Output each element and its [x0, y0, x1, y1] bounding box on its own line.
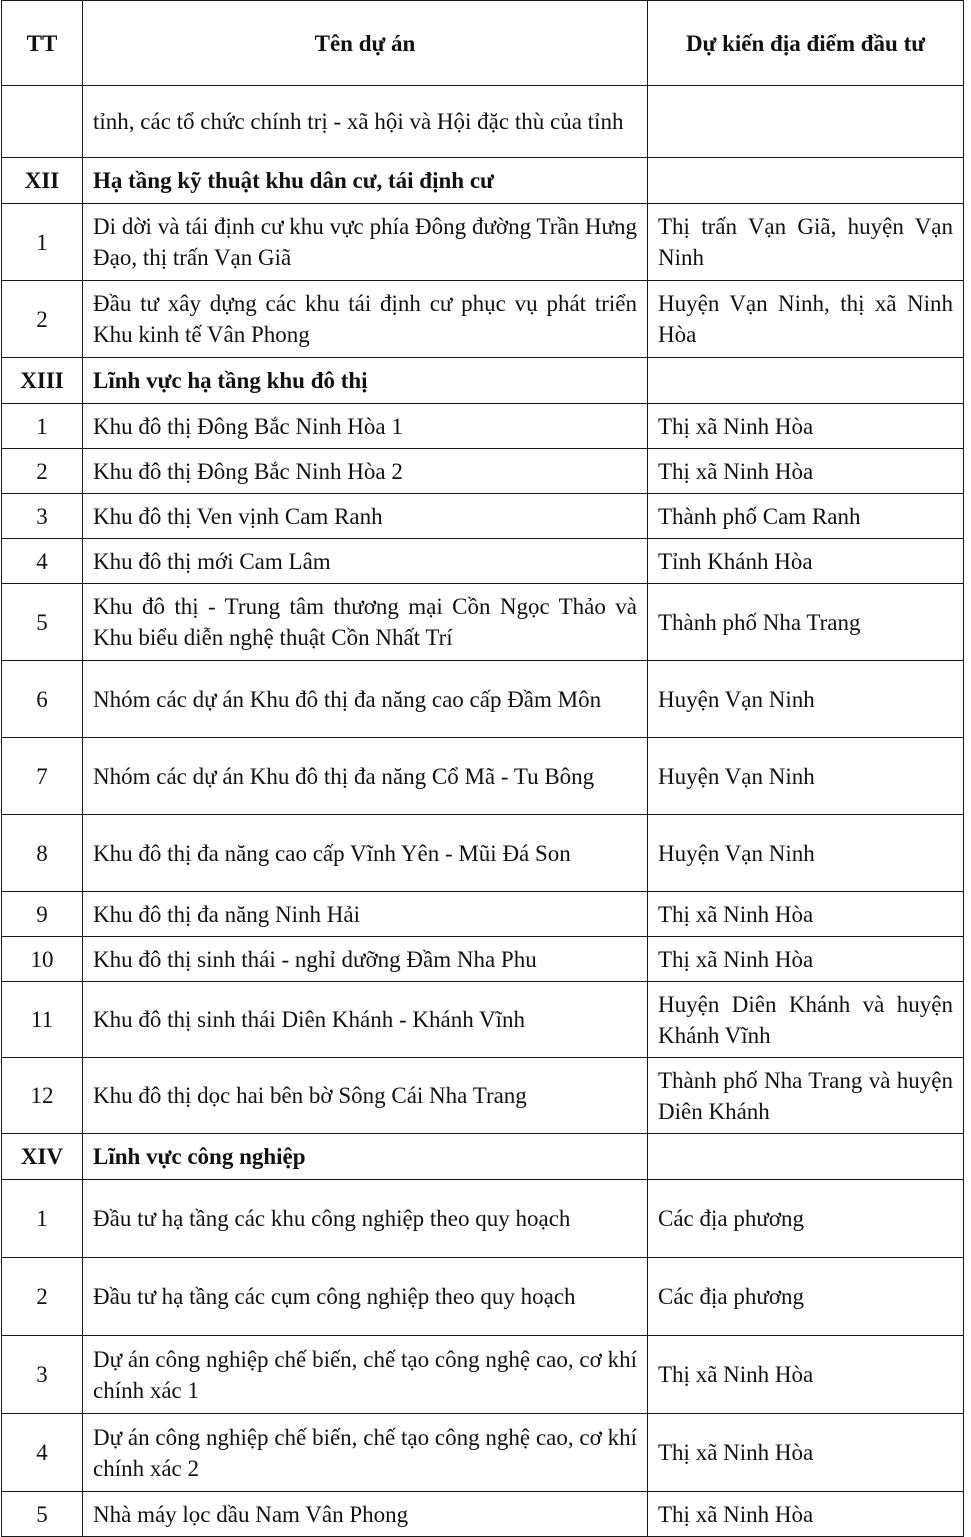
project-location: Thị trấn Vạn Giã, huyện Vạn Ninh [648, 204, 964, 281]
section-title: Lĩnh vực công nghiệp [83, 1134, 648, 1180]
project-name: Nhóm các dự án Khu đô thị đa năng Cổ Mã - Tu Bông [83, 738, 648, 815]
table-row [2, 494, 964, 539]
project-name: Khu đô thị - Trung tâm thương mại Cồn Ngọc Thảo và Khu biểu diễn nghệ thuật Cồn Nhất Trí [83, 584, 648, 661]
row-number: 2 [2, 281, 83, 358]
table-row [2, 86, 964, 158]
row-number: 11 [2, 982, 83, 1058]
project-location: Các địa phương [648, 1258, 964, 1336]
project-location: Thị xã Ninh Hòa [648, 892, 964, 937]
section-title: Hạ tầng kỹ thuật khu dân cư, tái định cư [83, 158, 648, 204]
row-number: 4 [2, 539, 83, 584]
project-location: Thị xã Ninh Hòa [648, 1414, 964, 1492]
row-number: 3 [2, 494, 83, 539]
table-row [2, 584, 964, 661]
table-row [2, 937, 964, 982]
project-table [1, 0, 964, 1537]
project-location: Huyện Diên Khánh và huyện Khánh Vĩnh [648, 982, 964, 1058]
project-name: Đầu tư hạ tầng các khu công nghiệp theo quy hoạch [83, 1180, 648, 1258]
project-name: Khu đô thị sinh thái - nghỉ dưỡng Đầm Nha Phu [83, 937, 648, 982]
project-location [648, 158, 964, 204]
row-number: 10 [2, 937, 83, 982]
table-row [2, 1414, 964, 1492]
section-number: XII [2, 158, 83, 204]
table-row [2, 1180, 964, 1258]
project-location: Huyện Vạn Ninh, thị xã Ninh Hòa [648, 281, 964, 358]
header-tt: TT [2, 1, 83, 86]
row-number: 5 [2, 1492, 83, 1537]
project-location [648, 1134, 964, 1180]
table-header-row [2, 1, 964, 86]
project-location: Thành phố Nha Trang và huyện Diên Khánh [648, 1058, 964, 1134]
table-row [2, 1258, 964, 1336]
section-row [2, 358, 964, 404]
table-row [2, 892, 964, 937]
project-name: Đầu tư xây dựng các khu tái định cư phục vụ phát triển Khu kinh tế Vân Phong [83, 281, 648, 358]
project-name: Khu đô thị Ven vịnh Cam Ranh [83, 494, 648, 539]
project-name: Khu đô thị đa năng cao cấp Vĩnh Yên - Mũi Đá Son [83, 815, 648, 892]
row-number: 1 [2, 1180, 83, 1258]
table-row [2, 281, 964, 358]
project-name: Dự án công nghiệp chế biến, chế tạo công nghệ cao, cơ khí chính xác 1 [83, 1336, 648, 1414]
table-row [2, 204, 964, 281]
project-name: Di dời và tái định cư khu vực phía Đông đường Trần Hưng Đạo, thị trấn Vạn Giã [83, 204, 648, 281]
row-number: 7 [2, 738, 83, 815]
table-row [2, 982, 964, 1058]
table-row [2, 661, 964, 738]
project-name: Khu đô thị Đông Bắc Ninh Hòa 1 [83, 404, 648, 449]
row-number: 2 [2, 449, 83, 494]
section-title: Lĩnh vực hạ tầng khu đô thị [83, 358, 648, 404]
project-location: Các địa phương [648, 1180, 964, 1258]
project-location: Tỉnh Khánh Hòa [648, 539, 964, 584]
row-number: 2 [2, 1258, 83, 1336]
project-location: Thị xã Ninh Hòa [648, 1492, 964, 1537]
section-number: XIV [2, 1134, 83, 1180]
row-number: 4 [2, 1414, 83, 1492]
project-name: Khu đô thị mới Cam Lâm [83, 539, 648, 584]
project-name: Khu đô thị đa năng Ninh Hải [83, 892, 648, 937]
table-row [2, 815, 964, 892]
row-number: 8 [2, 815, 83, 892]
project-location [648, 86, 964, 158]
row-number: 1 [2, 204, 83, 281]
project-location: Huyện Vạn Ninh [648, 738, 964, 815]
header-location: Dự kiến địa điểm đầu tư [648, 1, 964, 86]
project-location: Thị xã Ninh Hòa [648, 404, 964, 449]
project-name: Khu đô thị Đông Bắc Ninh Hòa 2 [83, 449, 648, 494]
table-row [2, 404, 964, 449]
section-row [2, 158, 964, 204]
row-number: 12 [2, 1058, 83, 1134]
row-number: 9 [2, 892, 83, 937]
section-number: XIII [2, 358, 83, 404]
project-name: Đầu tư hạ tầng các cụm công nghiệp theo quy hoạch [83, 1258, 648, 1336]
project-location: Huyện Vạn Ninh [648, 661, 964, 738]
project-location: Thành phố Nha Trang [648, 584, 964, 661]
table-row [2, 1492, 964, 1537]
row-number: 3 [2, 1336, 83, 1414]
header-project-name: Tên dự án [83, 1, 648, 86]
row-number: 1 [2, 404, 83, 449]
project-name: Dự án công nghiệp chế biến, chế tạo công nghệ cao, cơ khí chính xác 2 [83, 1414, 648, 1492]
table-row [2, 539, 964, 584]
project-location [648, 358, 964, 404]
row-number: 6 [2, 661, 83, 738]
project-location: Huyện Vạn Ninh [648, 815, 964, 892]
project-name: Khu đô thị dọc hai bên bờ Sông Cái Nha Trang [83, 1058, 648, 1134]
project-name: Nhà máy lọc dầu Nam Vân Phong [83, 1492, 648, 1537]
row-number [2, 86, 83, 158]
project-location: Thị xã Ninh Hòa [648, 937, 964, 982]
project-location: Thị xã Ninh Hòa [648, 449, 964, 494]
project-name: Khu đô thị sinh thái Diên Khánh - Khánh Vĩnh [83, 982, 648, 1058]
project-location: Thành phố Cam Ranh [648, 494, 964, 539]
table-row [2, 1336, 964, 1414]
project-location: Thị xã Ninh Hòa [648, 1336, 964, 1414]
section-row [2, 1134, 964, 1180]
row-number: 5 [2, 584, 83, 661]
table-row [2, 449, 964, 494]
project-name: Nhóm các dự án Khu đô thị đa năng cao cấp Đầm Môn [83, 661, 648, 738]
table-row [2, 1058, 964, 1134]
project-name: tỉnh, các tổ chức chính trị - xã hội và Hội đặc thù của tỉnh [83, 86, 648, 158]
table-row [2, 738, 964, 815]
